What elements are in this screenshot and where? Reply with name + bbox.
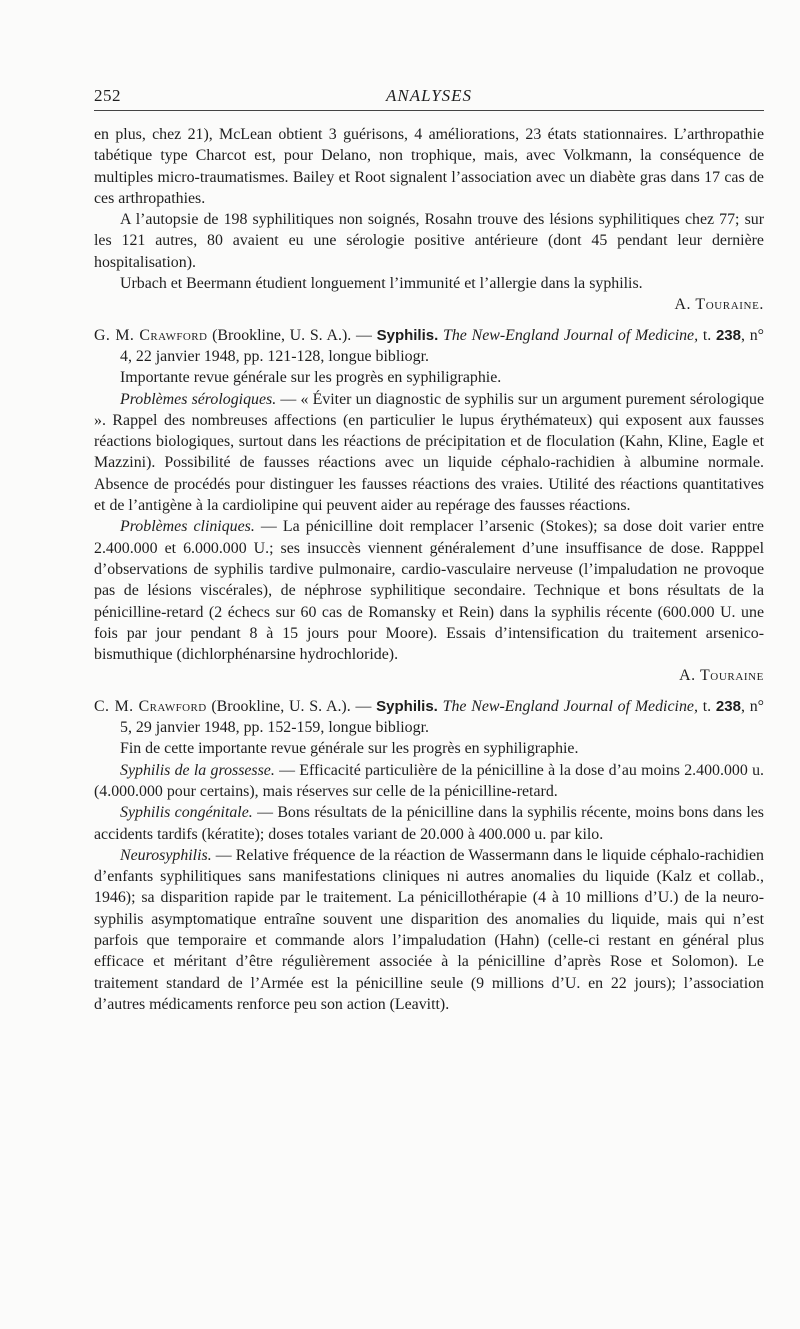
subheading-neurosyphilis: Neurosyphilis. xyxy=(120,846,212,864)
review-intro: Fin de cette importante revue générale sur les progrès en syphiligraphie. xyxy=(120,740,579,758)
review-volume-prefix: t. xyxy=(697,697,716,715)
paragraph-arthropathies: en plus, chez 21), McLean obtient 3 guérisons, 4 améliorations, 23 états stationnaires. L’arthropathie tabétique type Charcot est, pour Delano, non trophique, mais, avec Volkmann, la conséquence de multiples micro-traumatismes. Bailey et Root signalent l’association avec un diabète gras dans 17 cas de ces arthropathies. xyxy=(94,126,764,207)
paragraph-congenitale xyxy=(94,802,764,845)
review-details: , n° 4, 22 janvier 1948, pp. 121-128, longue bibliogr. xyxy=(120,326,764,365)
review-volume: 238 xyxy=(715,697,741,715)
review-journal: The New-England Journal of Medicine, xyxy=(438,326,699,344)
signature-touraine-1: A. Touraine. xyxy=(674,296,764,314)
paragraph-cliniques xyxy=(94,516,764,665)
paragraph-autopsie: A l’autopsie de 198 syphilitiques non soignés, Rosahn trouve des lésions syphilitiques chez 77; sur les 121 autres, 80 avaient eu une sérologie positive antérieure (dont 45 pendant leur dernière hospitalisation). xyxy=(94,211,764,271)
subheading-grossesse: Syphilis de la grossesse. xyxy=(120,761,275,779)
review-subject: Syphilis. xyxy=(376,697,438,715)
review-entry-2 xyxy=(94,696,764,1015)
subheading-serologiques: Problèmes sérologiques. xyxy=(120,390,277,408)
text-grossesse: — Efficacité particulière de la pénicilline à la dose d’au moins 2.400.000 u. (4.000.000 pour certains), mais réserves sur celle de la pénicilline-retard. xyxy=(94,761,764,800)
review-entry-1 xyxy=(94,325,764,687)
review-volume-prefix: t. xyxy=(698,326,716,344)
header-rule xyxy=(94,110,764,111)
text-neurosyphilis: — Relative fréquence de la réaction de Wassermann dans le liquide céphalo-rachidien d’enfants syphilitiques sans manifestations cliniques ni autres anomalies du liquide (Kalz et collab., 1946); sa disparition rapide par le traitement. La pénicillothérapie (4 à 10 millions d’U.) de la neuro-syphilis asymptomatique entraîne souvent une disparition des anomalies du liquide, mais qui n’est parfois que temporaire et commande alors l’impaludation (Hahn) (celle-ci restant en général plus efficace et méritant d’être régulièrement associée à la pénicilline d’après Rose et Solomon). Le traitement standard de l’Armée est la pénicilline seule (9 millions d’U. en 22 jours); l’association d’autres médicaments renforce peu son action (Leavitt). xyxy=(94,846,764,1013)
text-cliniques: — La pénicilline doit remplacer l’arsenic (Stokes); sa dose doit varier entre 2.400.000 et 6.000.000 U.; ses insuccès viennent généralement d’une insuffisance de dose. Rapppel d’observations de syphilis tardive pulmonaire, cardio-vasculaire nerveuse (l’impaludation ne provoque pas de lésions viscérales), de néphrose syphilitique secondaire. Technique et bons résultats de la pénicilline-retard (2 échecs sur 60 cas de Romansky et Rein) dans la syphilis récente (600.000 U. une fois par jour pendant 8 à 15 jours pour Moore). Essais d’intensification du traitement arsenico-bismuthique (dichlorphénarsine hydrochloride). xyxy=(94,518,764,664)
text-serologiques: — « Éviter un diagnostic de syphilis sur un argument purement sérologique ». Rappel des nombreuses affections (en particulier le lupus érythémateux) qui exposent aux fausses réactions biologiques, surtout dans les réactions de précipitation et de floculation (Kahn, Kline, Eagle et Mazzini). Possibilité de fausses réactions avec un liquide céphalo-rachidien à albumine normale. Absence de procédés pour distinguer les fausses réactions des vraies. Utilité des réactions quantitatives et de l’antigène à la cardiolipine qui peuvent aider au repérage des fausses réactions. xyxy=(94,390,764,515)
signature-touraine-2: A. Touraine xyxy=(679,667,764,685)
review-author: G. M. Crawford xyxy=(94,326,208,344)
running-header xyxy=(94,86,764,112)
review-intro: Importante revue générale sur les progrès en syphiligraphie. xyxy=(120,369,502,387)
article-body xyxy=(94,124,764,1015)
text-congenitale: — Bons résultats de la pénicilline dans la syphilis récente, moins bons dans les accidents tardifs (kératite); doses totales variant de 20.000 à 400.000 u. par kilo. xyxy=(94,804,764,843)
subheading-cliniques: Problèmes cliniques. xyxy=(120,518,255,536)
subheading-congenitale: Syphilis congénitale. xyxy=(120,804,253,822)
review-affiliation: (Brookline, U. S. A.). — xyxy=(206,697,377,715)
review-reference-1 xyxy=(94,325,764,368)
review-journal: The New-England Journal of Medicine, xyxy=(437,697,698,715)
paragraph-grossesse xyxy=(94,760,764,803)
review-reference-2 xyxy=(94,696,764,739)
running-title: ANALYSES xyxy=(385,86,473,105)
review-affiliation: (Brookline, U. S. A.). — xyxy=(207,326,377,344)
review-details: , n° 5, 29 janvier 1948, pp. 152-159, longue bibliogr. xyxy=(120,697,765,737)
paragraph-immunite: Urbach et Beermann étudient longuement l’immunité et l’allergie dans la syphilis. xyxy=(120,275,643,293)
page-number: 252 xyxy=(94,86,121,105)
review-volume: 238 xyxy=(715,326,741,344)
paragraph-neurosyphilis xyxy=(94,845,764,1015)
paragraph-serologiques xyxy=(94,389,764,517)
review-subject: Syphilis. xyxy=(376,326,439,344)
review-author: C. M. Crawford xyxy=(94,697,207,715)
